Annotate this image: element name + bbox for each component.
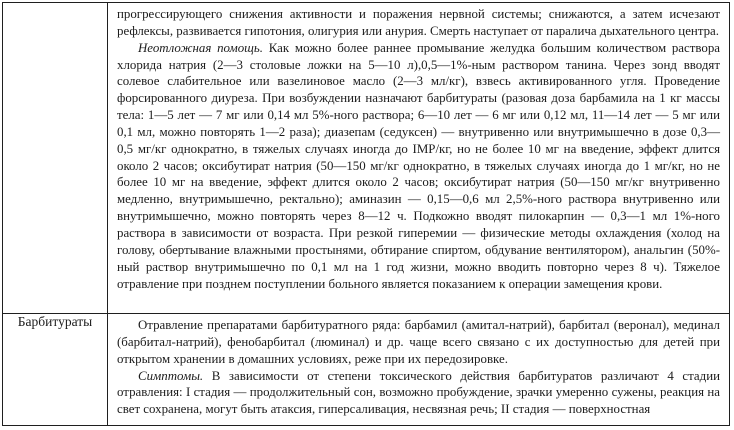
row-text-cell [108, 3, 730, 314]
book-page [2, 2, 730, 425]
row-label-cell-barbiturates [3, 314, 108, 426]
paragraph-symptoms-continuation [117, 6, 720, 40]
paragraph-poisoning-overview [117, 317, 720, 368]
row-label-cell-empty [3, 3, 108, 314]
table-row-continuation [3, 3, 730, 314]
paragraph-text: Как можно более раннее промывание желудка большим количеством раствора хлорида натрия (2—3 столовые ложки на 5—10 л),0,5—1%-ным раствором танина. Через зонд вводят солевое слабительное или вазелиновое масло (2—3 мл/кг), взвесь активированного угля. Проведение форсированного диуреза. При возбуждении назначают барбитураты (разовая доза барбамила на 1 кг массы тела: 1—5 лет — 7 мг или 0,14 мл 5%-ного раствора; 6—10 лет — 6 мг или 0,12 мл, 11—14 лет — 5 мг или 0,1 мл, можно повторять 1—2 раза); диазепам (седуксен) — внутривенно или внутримышечно в дозе 0,3—0,5 мг/кг однократно, в тяжелых случаях иногда до IMP/кг, но не более 10 мг на введение, эффект длится около 2 часов; оксибутират натрия (50—150 мг/кг однократно, в тяжелых случаях иногда до 1 мг/кг, но не более 10 мг на введение, эффект длится около 2 часов; оксибутират натрия (50—150 мг/кг внутривенно медленно, внутримышечно, ректально); аминазин — 0,15—0,6 мл 2,5%-ного раствора внутривенно или внутримышечно, можно повторять через 8—12 ч. Подкожно вводят пилокарпин — 0,3—1 мл 1%-ного раствора в зависимости от возраста. При резкой гиперемии — физические методы охлаждения (холод на голову, обертывание влажными простынями, обтирание спиртом, обдувание вентилятором), анальгин (50%-ный раствор внутримышечно по 0,1 мл на 1 год жизни, можно вводить повторно через 8 ч). Тяжелое отравление при позднем поступлении больного является показанием к операции замещения крови. [117, 40, 720, 291]
paragraph-symptoms [117, 368, 720, 419]
poisoning-reference-table [2, 2, 730, 426]
paragraph-lead-italic: Неотложная помощь. [138, 40, 263, 55]
paragraph-text: В зависимости от степени токсического действия барбитуратов различают 4 стадии отравления: I стадия — продолжительный сон, возможно пробуждение, зрачки умеренно сужены, реакция на свет сохранена, могут быть атаксия, гиперсаливация, несвязная речь; II стадия — поверхностная [117, 368, 720, 417]
paragraph-text: прогрессирующего снижения активности и поражения нервной системы; снижаются, а затем исчезают рефлексы, развивается гипотония, олигурия или анурия. Смерть наступает от паралича дыхательного центра. [117, 7, 720, 38]
table-row-barbiturates [3, 314, 730, 426]
row-text-cell [108, 314, 730, 426]
paragraph-text: Отравление препаратами барбитуратного ряда: барбамил (амитал-натрий), барбитал (веронал), мединал (барбитал-натрий), фенобарбитал (люминал) и др. чаще всего связано с их доступностью для детей при открытом хранении в домашних условиях, реже при их передозировке. [117, 318, 720, 366]
paragraph-lead-italic: Симптомы. [138, 368, 204, 383]
row-label: Барбитураты [17, 314, 93, 329]
paragraph-emergency-care [117, 40, 720, 293]
